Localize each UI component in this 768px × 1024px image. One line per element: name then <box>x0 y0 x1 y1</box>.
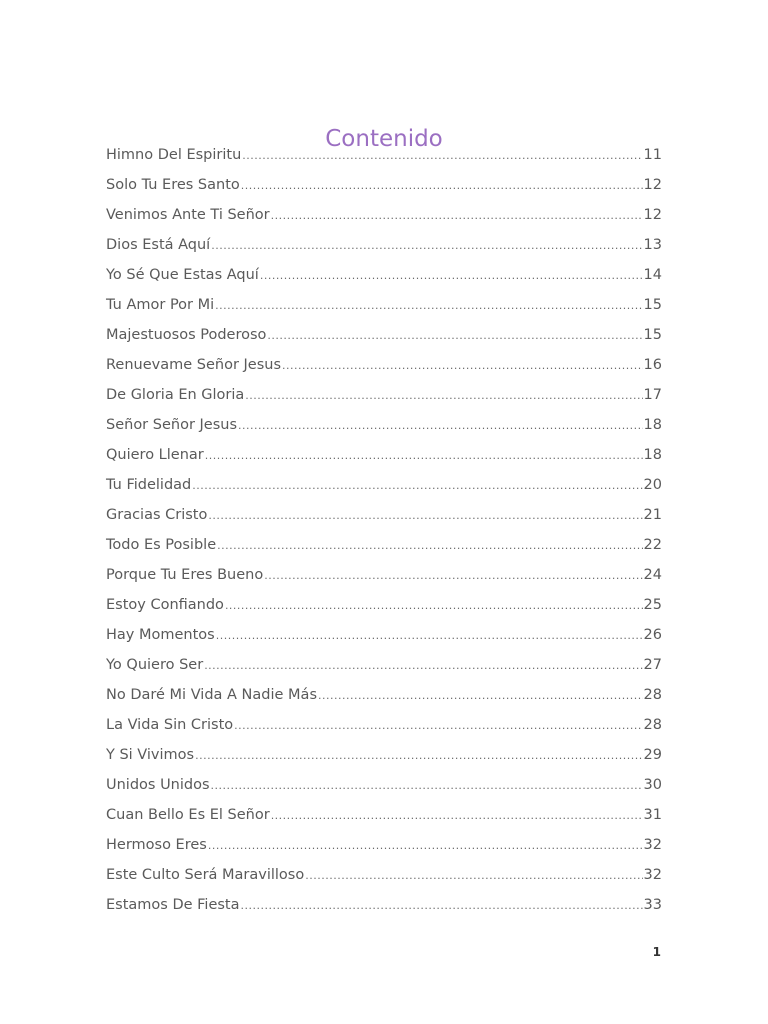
toc-entry[interactable] <box>106 170 662 200</box>
toc-entry-title: Renuevame Señor Jesus <box>106 357 282 373</box>
dot-leader <box>271 201 643 231</box>
toc-entry-title: Porque Tu Eres Bueno <box>106 567 264 583</box>
toc-entry[interactable] <box>106 320 662 350</box>
toc-entry[interactable] <box>106 410 662 440</box>
page-number: 1 <box>652 945 661 959</box>
toc-entry-title: Todo Es Posible <box>106 537 217 553</box>
toc-entry-page: 15 <box>643 297 662 313</box>
dot-leader <box>238 411 643 441</box>
toc-entry-title: Majestuosos Poderoso <box>106 327 267 343</box>
toc-entry[interactable] <box>106 290 662 320</box>
toc-entry-title: Gracias Cristo <box>106 507 208 523</box>
toc-entry[interactable] <box>106 860 662 890</box>
dot-leader <box>208 501 642 531</box>
toc-entry[interactable] <box>106 230 662 260</box>
dot-leader <box>242 141 642 171</box>
dot-leader <box>211 771 643 801</box>
toc-entry-title: Hay Momentos <box>106 627 215 643</box>
toc-entry-title: Solo Tu Eres Santo <box>106 177 240 193</box>
toc-entry[interactable] <box>106 650 662 680</box>
toc-entry-page: 21 <box>643 507 662 523</box>
toc-entry-title: Tu Amor Por Mi <box>106 297 215 313</box>
toc-entry[interactable] <box>106 740 662 770</box>
toc-entry-title: La Vida Sin Cristo <box>106 717 234 733</box>
toc-entry-page: 12 <box>643 207 662 223</box>
dot-leader <box>211 231 642 261</box>
toc-entry-title: Estamos De Fiesta <box>106 897 240 913</box>
toc-entry-title: Este Culto Será Maravilloso <box>106 867 305 883</box>
toc-entry-page: 25 <box>643 597 662 613</box>
toc-entry-page: 22 <box>643 537 662 553</box>
dot-leader <box>318 681 643 711</box>
toc-entry-page: 20 <box>643 477 662 493</box>
toc-entry-page: 29 <box>643 747 662 763</box>
toc-list <box>106 140 662 920</box>
toc-entry-title: Yo Quiero Ser <box>106 657 204 673</box>
toc-entry-page: 32 <box>643 867 662 883</box>
toc-entry-title: Dios Está Aquí <box>106 237 211 253</box>
dot-leader <box>204 651 642 681</box>
dot-leader <box>205 441 643 471</box>
toc-entry-page: 18 <box>643 447 662 463</box>
dot-leader <box>267 321 642 351</box>
dot-leader <box>195 741 642 771</box>
dot-leader <box>208 831 643 861</box>
toc-entry-page: 33 <box>643 897 662 913</box>
dot-leader <box>225 591 643 621</box>
toc-entry[interactable] <box>106 380 662 410</box>
toc-entry[interactable] <box>106 770 662 800</box>
toc-entry-title: Venimos Ante Ti Señor <box>106 207 270 223</box>
toc-entry-title: Unidos Unidos <box>106 777 210 793</box>
dot-leader <box>241 171 643 201</box>
dot-leader <box>271 801 643 831</box>
toc-entry[interactable] <box>106 890 662 920</box>
toc-entry[interactable] <box>106 590 662 620</box>
toc-entry-title: De Gloria En Gloria <box>106 387 245 403</box>
toc-entry[interactable] <box>106 470 662 500</box>
toc-entry-page: 28 <box>643 687 662 703</box>
toc-entry[interactable] <box>106 140 662 170</box>
toc-entry-page: 13 <box>643 237 662 253</box>
toc-entry-page: 28 <box>643 717 662 733</box>
toc-entry[interactable] <box>106 350 662 380</box>
toc-entry[interactable] <box>106 710 662 740</box>
toc-entry-page: 14 <box>643 267 662 283</box>
toc-entry[interactable] <box>106 680 662 710</box>
dot-leader <box>216 621 643 651</box>
dot-leader <box>215 291 642 321</box>
dot-leader <box>192 471 642 501</box>
toc-entry-page: 27 <box>643 657 662 673</box>
toc-entry[interactable] <box>106 260 662 290</box>
dot-leader <box>241 891 643 921</box>
toc-entry[interactable] <box>106 200 662 230</box>
toc-entry[interactable] <box>106 620 662 650</box>
toc-entry-page: 15 <box>643 327 662 343</box>
toc-entry[interactable] <box>106 800 662 830</box>
toc-entry-page: 18 <box>643 417 662 433</box>
toc-entry-title: Quiero Llenar <box>106 447 204 463</box>
toc-entry[interactable] <box>106 830 662 860</box>
toc-entry-title: No Daré Mi Vida A Nadie Más <box>106 687 318 703</box>
toc-entry-page: 12 <box>643 177 662 193</box>
toc-entry-title: Estoy Confiando <box>106 597 224 613</box>
toc-entry-page: 24 <box>643 567 662 583</box>
toc-title: Contenido <box>325 126 443 153</box>
toc-entry[interactable] <box>106 500 662 530</box>
toc-entry-page: 31 <box>643 807 662 823</box>
toc-entry-page: 16 <box>643 357 662 373</box>
toc-entry-page: 32 <box>643 837 662 853</box>
dot-leader <box>217 531 642 561</box>
dot-leader <box>245 381 642 411</box>
dot-leader <box>305 861 642 891</box>
dot-leader <box>282 351 643 381</box>
toc-entry-title: Himno Del Espiritu <box>106 147 242 163</box>
dot-leader <box>234 711 642 741</box>
toc-entry-title: Y Si Vivimos <box>106 747 195 763</box>
toc-entry-page: 11 <box>643 147 662 163</box>
dot-leader <box>260 261 643 291</box>
toc-entry-title: Tu Fidelidad <box>106 477 192 493</box>
toc-entry[interactable] <box>106 440 662 470</box>
toc-entry-page: 17 <box>643 387 662 403</box>
dot-leader <box>264 561 642 591</box>
toc-entry-title: Señor Señor Jesus <box>106 417 238 433</box>
toc-entry-title: Hermoso Eres <box>106 837 207 853</box>
toc-entry[interactable] <box>106 560 662 590</box>
toc-entry-title: Yo Sé Que Estas Aquí <box>106 267 259 283</box>
toc-entry-page: 26 <box>643 627 662 643</box>
toc-entry[interactable] <box>106 530 662 560</box>
toc-entry-page: 30 <box>643 777 662 793</box>
toc-entry-title: Cuan Bello Es El Señor <box>106 807 270 823</box>
